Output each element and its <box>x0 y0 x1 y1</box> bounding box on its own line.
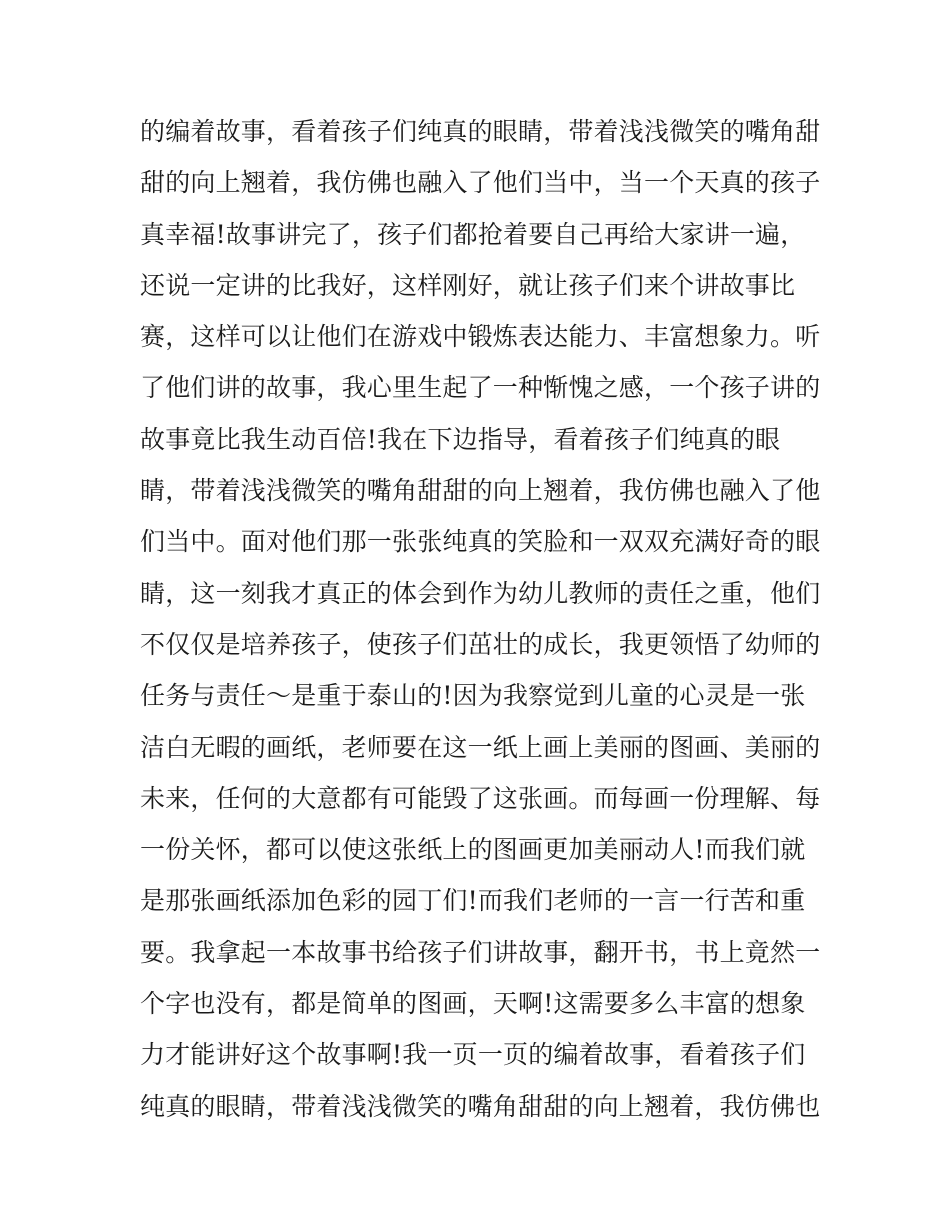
text-line: 真幸福!故事讲完了，孩子们都抢着要自己再给大家讲一遍， <box>140 219 806 249</box>
text-line: 任务与责任～是重于泰山的!因为我察觉到儿童的心灵是一张 <box>140 681 806 711</box>
text-line: 赛，这样可以让他们在游戏中锻炼表达能力、丰富想象力。听 <box>140 322 821 352</box>
text-line: 要。我拿起一本故事书给孩子们讲故事，翻开书，书上竟然一 <box>140 937 821 967</box>
text-line: 们当中。面对他们那一张张纯真的笑脸和一双双充满好奇的眼 <box>140 527 821 557</box>
text-line: 个字也没有，都是简单的图画，天啊!这需要多么丰富的想象 <box>140 989 806 1019</box>
text-line: 是那张画纸添加色彩的园丁们!而我们老师的一言一行苦和重 <box>140 886 806 916</box>
text-line: 的编着故事，看着孩子们纯真的眼睛，带着浅浅微笑的嘴角甜 <box>140 117 821 146</box>
text-line: 洁白无暇的画纸，老师要在这一纸上画上美丽的图画、美丽的 <box>140 732 821 762</box>
text-line: 力才能讲好这个故事啊!我一页一页的编着故事，看着孩子们 <box>140 1040 806 1070</box>
text-line: 一份关怀，都可以使这张纸上的图画更加美丽动人!而我们就 <box>140 835 806 865</box>
body-text <box>140 106 820 1132</box>
text-line: 还说一定讲的比我好，这样刚好，就让孩子们来个讲故事比 <box>140 270 796 300</box>
text-line: 故事竟比我生动百倍!我在下边指导，看着孩子们纯真的眼 <box>140 424 781 454</box>
text-line: 甜的向上翘着，我仿佛也融入了他们当中，当一个天真的孩子 <box>140 168 821 198</box>
text-line: 了他们讲的故事，我心里生起了一种惭愧之感，一个孩子讲的 <box>140 373 821 403</box>
text-line: 不仅仅是培养孩子，使孩子们茁壮的成长，我更领悟了幼师的 <box>140 629 821 659</box>
text-line: 睛，带着浅浅微笑的嘴角甜甜的向上翘着，我仿佛也融入了他 <box>140 476 821 506</box>
text-line: 纯真的眼睛，带着浅浅微笑的嘴角甜甜的向上翘着，我仿佛也 <box>140 1091 821 1121</box>
text-line: 未来，任何的大意都有可能毁了这张画。而每画一份理解、每 <box>140 783 821 813</box>
text-line: 睛，这一刻我才真正的体会到作为幼儿教师的责任之重，他们 <box>140 578 821 608</box>
